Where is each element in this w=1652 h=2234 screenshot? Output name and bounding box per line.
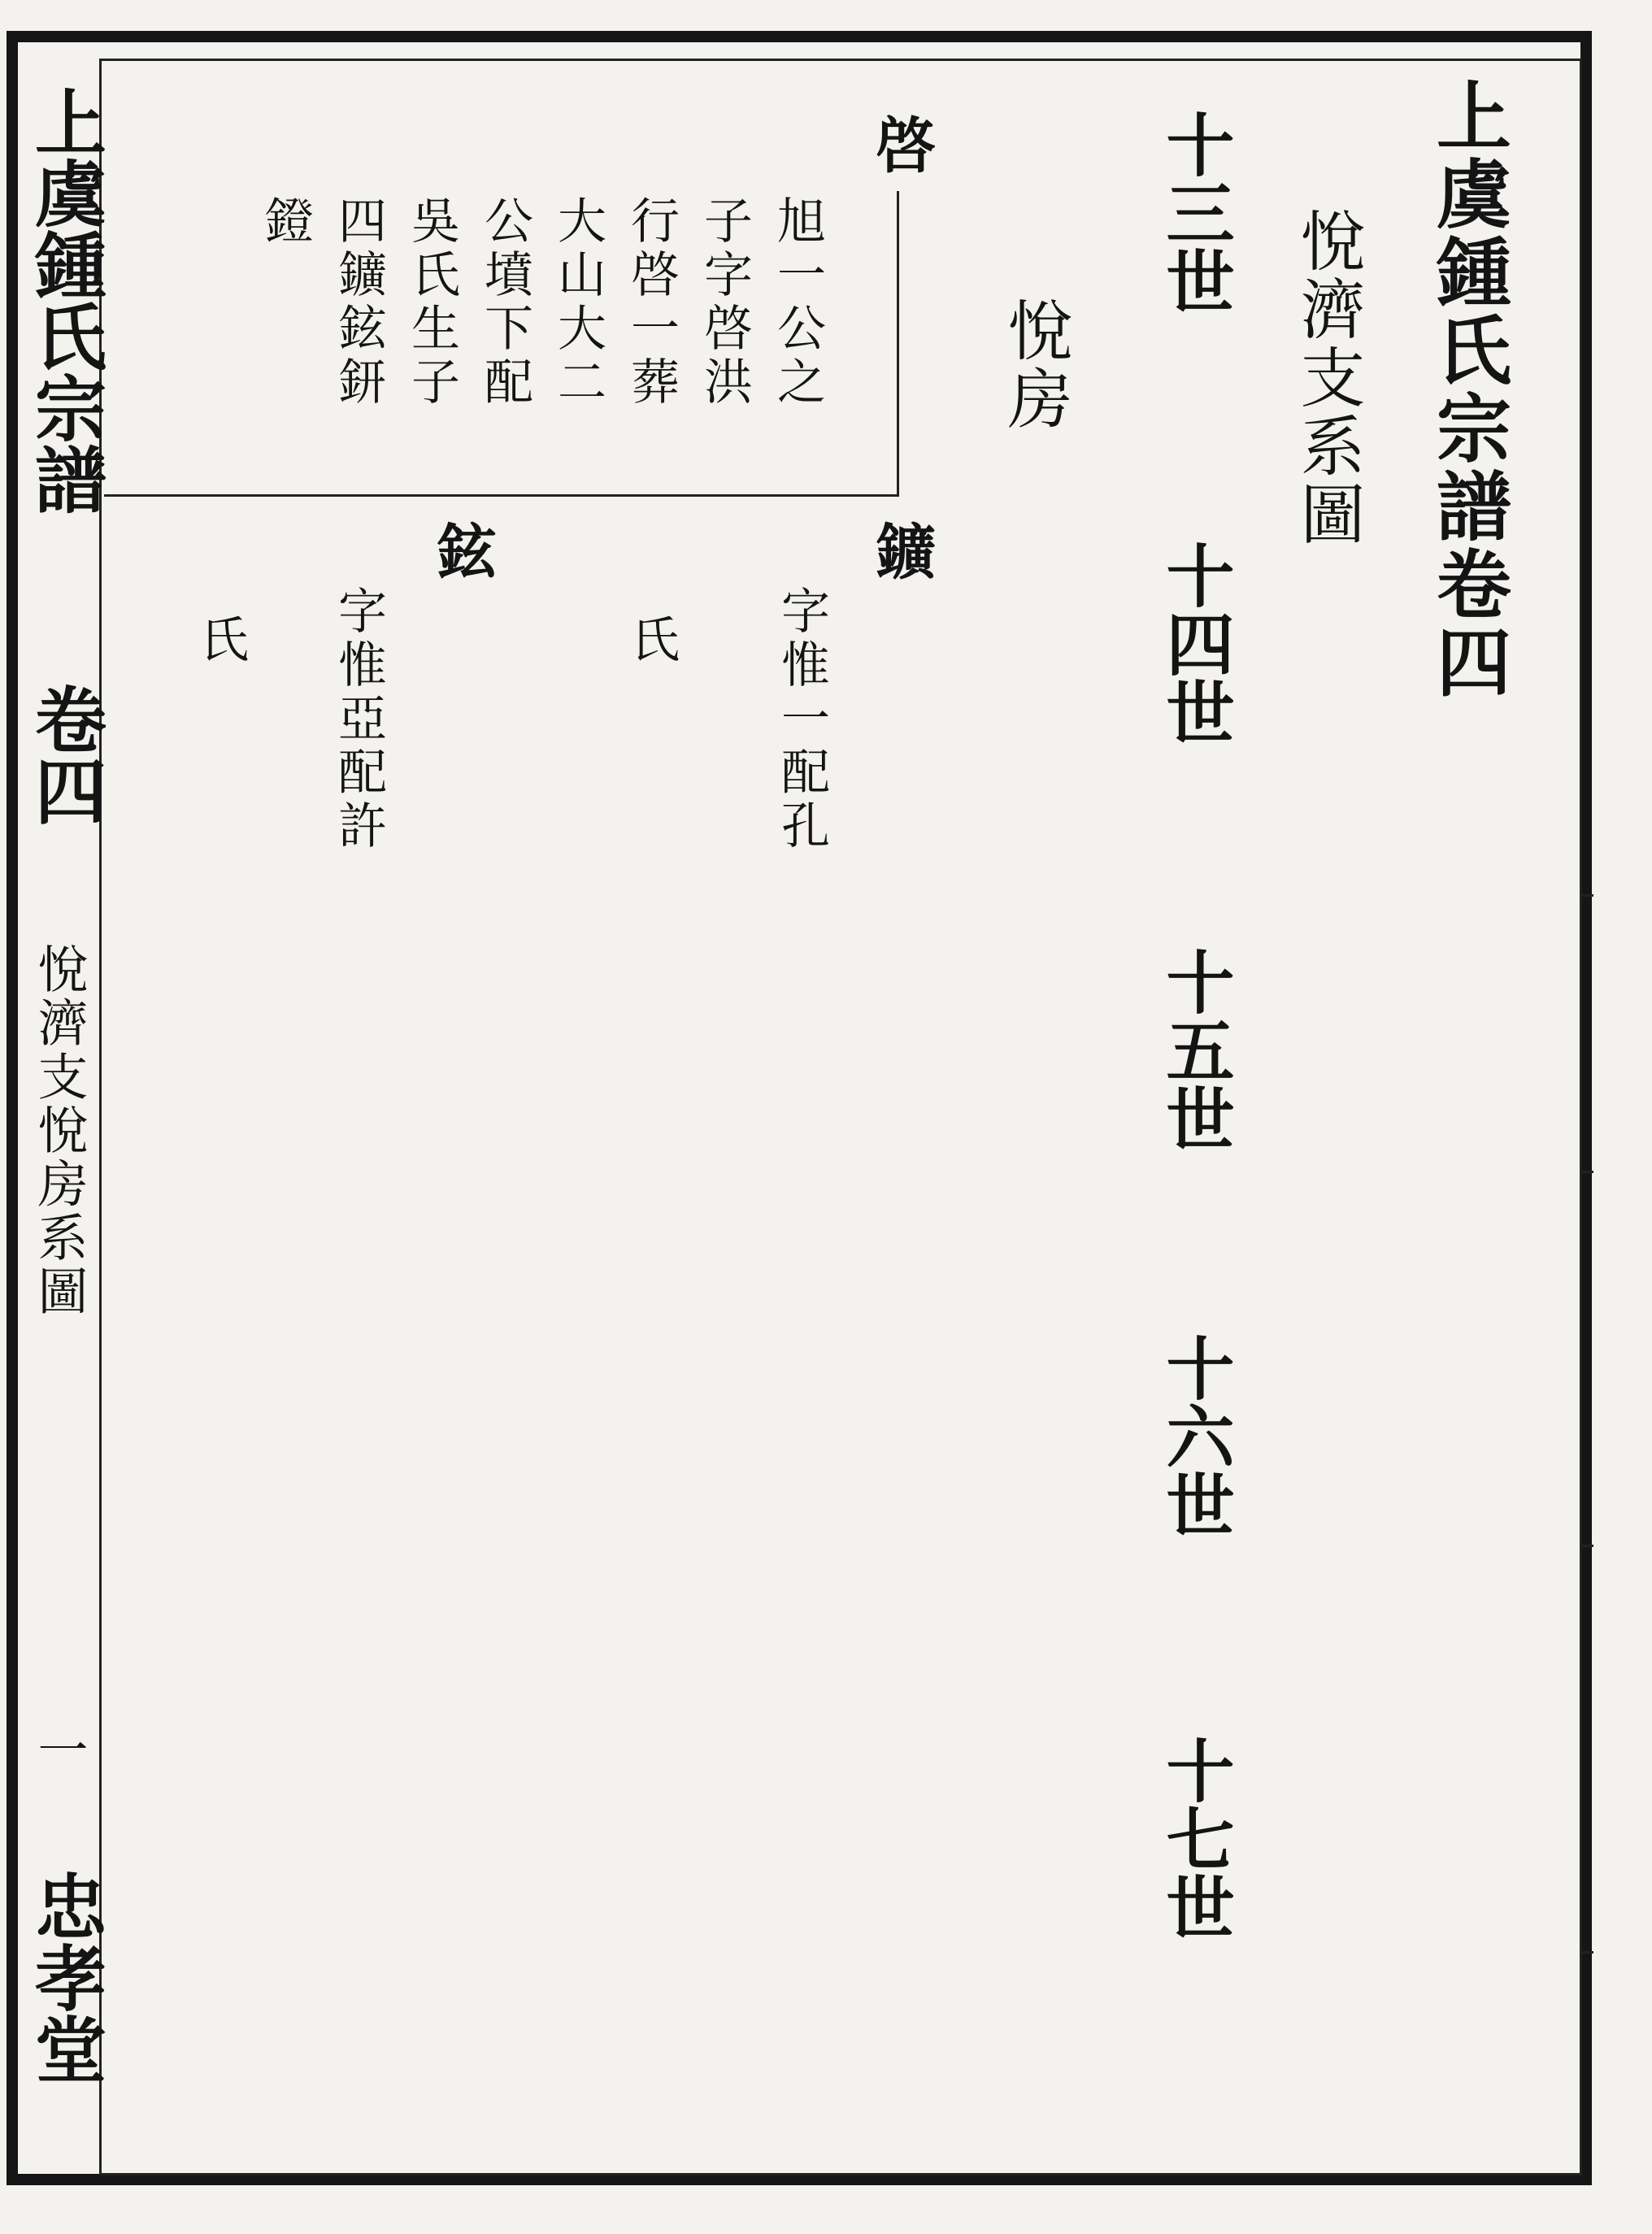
kuang-note-line-2: 氏	[623, 614, 680, 667]
edge-tick	[1582, 1951, 1593, 1954]
qi-note-line-1: 旭一公之	[769, 195, 826, 410]
chart-title: 悅濟支系圖	[1289, 207, 1365, 549]
person-xuan-name: 鉉	[427, 520, 497, 580]
qi-note-line-5: 公墳下配	[476, 195, 533, 410]
edge-tick	[1582, 894, 1593, 897]
person-kuang-name: 鑛	[866, 520, 936, 580]
kuang-note-line-1: 字惟一配孔	[773, 585, 830, 854]
generation-16: 十六世	[1155, 1333, 1236, 1538]
spine-page-number: 一	[29, 1723, 89, 1777]
spine-book-title: 上虞鍾氏宗譜	[24, 85, 108, 515]
qi-note-line-4: 大山大二	[550, 195, 606, 410]
lineage-line-qi	[897, 191, 899, 496]
qi-note-line-3: 行啓一葬	[623, 195, 680, 410]
generation-17: 十七世	[1155, 1736, 1236, 1941]
person-qi-name: 啓	[866, 114, 936, 174]
lineage-line-horizontal	[104, 494, 899, 497]
generation-14: 十四世	[1155, 541, 1236, 745]
qi-note-line-6: 吳氏生子	[403, 195, 460, 410]
xuan-note-line-2: 氏	[192, 614, 249, 667]
qi-note-line-8: 鐙	[257, 195, 314, 249]
edge-tick	[1582, 1545, 1593, 1547]
spine-volume: 卷四	[24, 683, 108, 826]
branch-name: 悅房	[997, 297, 1072, 433]
xuan-note-line-1: 字惟亞配許	[330, 585, 387, 854]
qi-note-line-2: 子字啓洪	[696, 195, 753, 410]
spine-section: 悅濟支悅房系圖	[29, 943, 89, 1319]
spine-hall-name: 忠孝堂	[24, 1870, 108, 2084]
edge-tick	[1582, 1171, 1593, 1173]
generation-13: 十三世	[1155, 110, 1236, 315]
book-title: 上虞鍾氏宗譜卷四	[1424, 77, 1512, 702]
generation-15: 十五世	[1155, 947, 1236, 1152]
qi-note-line-7: 四鑛鉉鈃	[330, 195, 387, 410]
